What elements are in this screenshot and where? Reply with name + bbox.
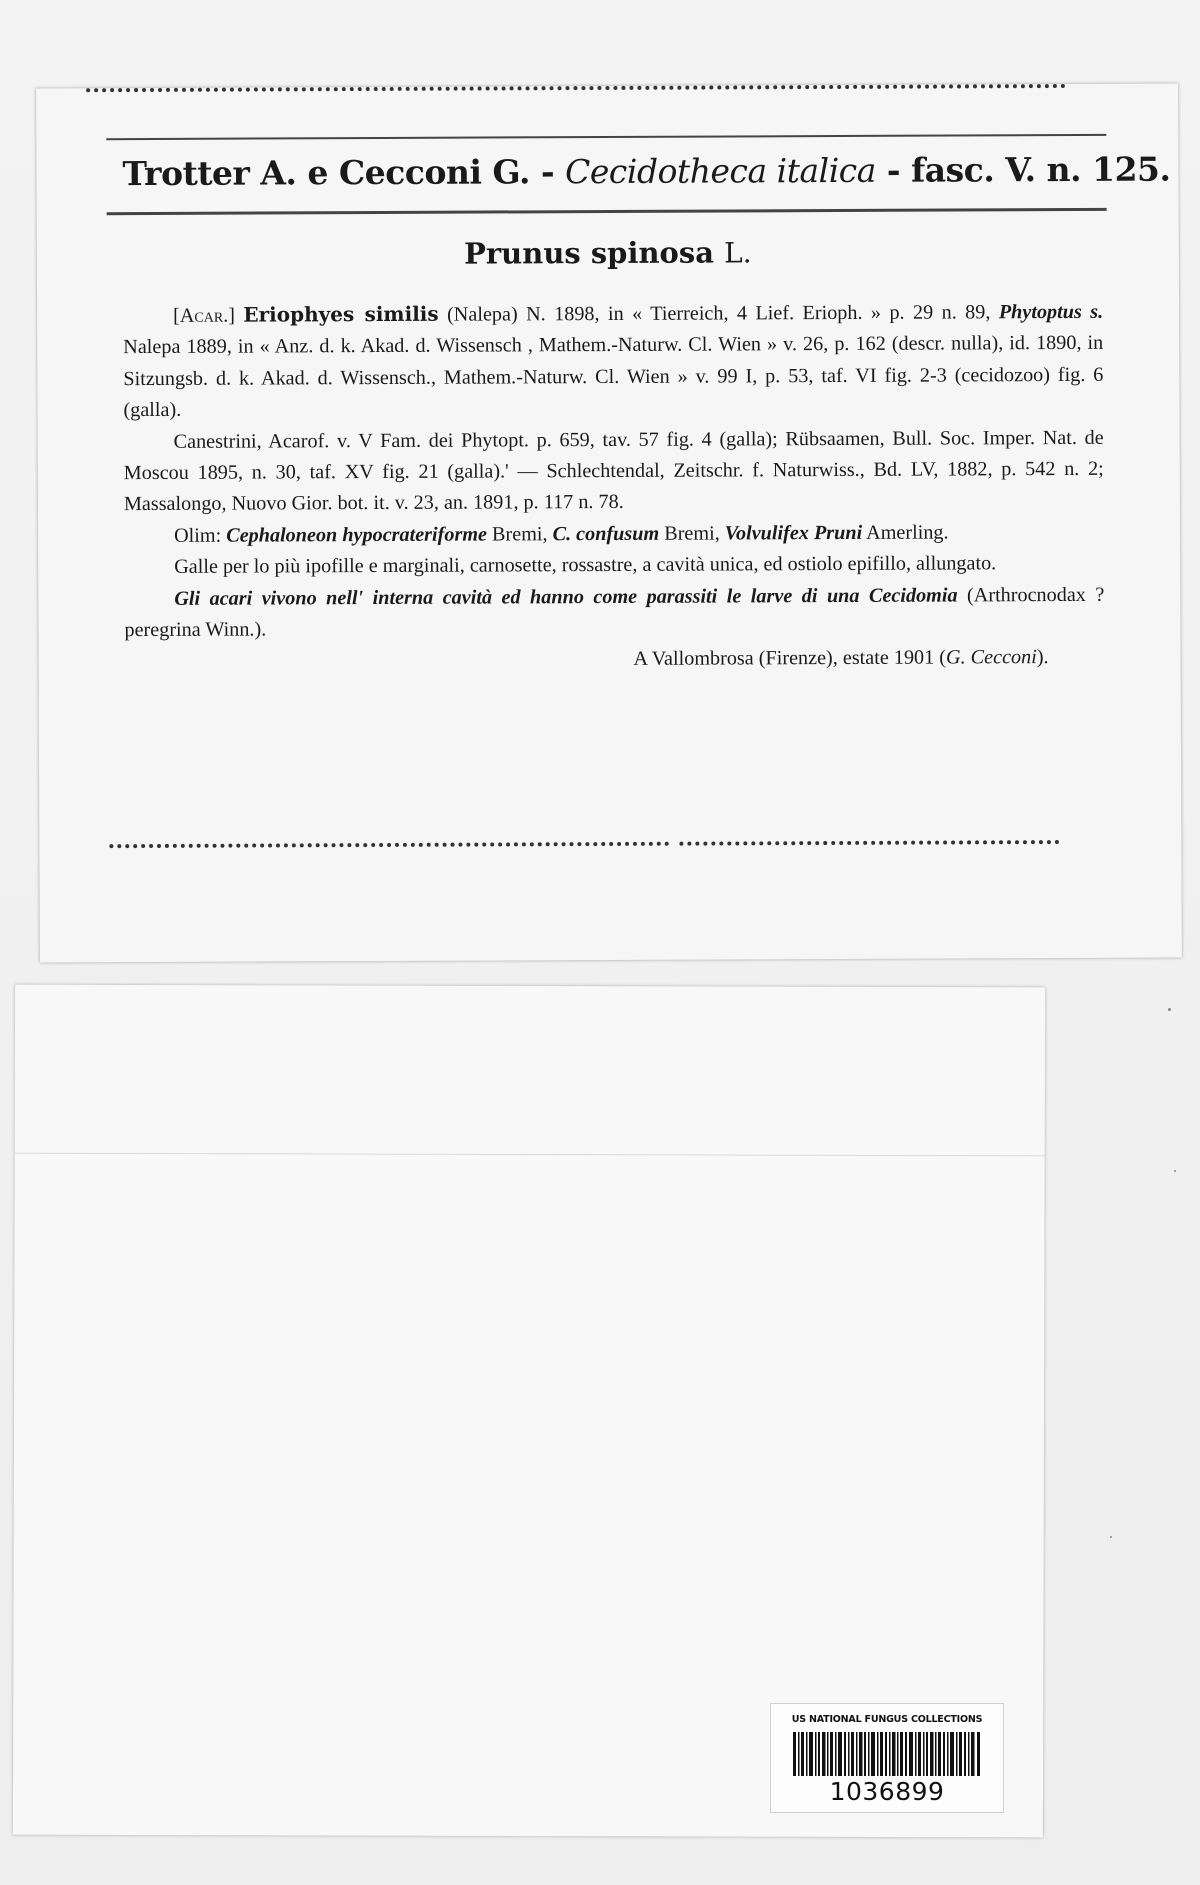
top-dotted-rule [86, 84, 1066, 92]
specimen-label [36, 84, 1182, 963]
locality-end: ). [1036, 646, 1049, 669]
paper-speck [1110, 1536, 1112, 1538]
paragraph-taxon [123, 296, 1104, 427]
taxon-group-tag: [Acar.] [173, 304, 235, 327]
species-name: Prunus spinosa [463, 235, 715, 271]
taxon-citation: (Nalepa) N. 1898, in « Tierreich, 4 Lief. Erioph. » p. 29 n. 89, [447, 301, 991, 326]
barcode-number: 1036899 [829, 1777, 945, 1806]
taxon-name: Eriophyes similis [243, 301, 439, 327]
label-header [122, 149, 1171, 194]
synonym-2: C. confusum [552, 522, 660, 546]
synonym-2-author: Bremi, [664, 522, 720, 545]
paper-speck [1168, 1008, 1171, 1011]
header-series: Cecidotheca italica [565, 150, 876, 192]
taxon-citation-cont: Nalepa 1889, in « Anz. d. k. Akad. d. Wissensch , Mathem.-Naturw. Cl. Wien » v. 26, p. 162 (descr. nulla), id. 1890, in Sitzungsb. d. k. Akad. d. Wissensch., Mathem.-Naturw. Cl. Wien » v. 99 I, p. 53, taf. VI fig. 2-3 (cecidozoo) fig. 6 (galla). [123, 332, 1104, 422]
header-top-rule [106, 134, 1106, 140]
synonym-1-author: Bremi, [491, 523, 548, 546]
collector-name: G. Cecconi [945, 646, 1037, 669]
barcode-icon [793, 1732, 981, 1776]
synonym-name: Phytoptus s. [998, 300, 1104, 324]
header-separator: - [529, 152, 566, 192]
locality-line [125, 642, 1105, 678]
bottom-dotted-rule-left [109, 842, 669, 848]
olim-label: Olim: [174, 524, 222, 547]
label-body [123, 296, 1105, 678]
synonym-3-author: Amerling. [866, 521, 949, 544]
header-authors: Trotter A. e Cecconi G. [122, 152, 531, 194]
paragraph-synonyms [124, 517, 1104, 553]
paper-speck [1174, 1170, 1176, 1172]
packet-flap-fold [15, 1153, 1045, 1157]
header-separator: - [875, 150, 912, 190]
barcode-sticker [770, 1703, 1004, 1813]
paragraph-references: Canestrini, Acarof. v. V Fam. dei Phytopt. p. 659, tav. 57 fig. 4 (galla); Rübsaamen, Bull. Soc. Imper. Nat. de Moscou 1895, n. 30, taf. XV fig. 21 (galla).' — Schlechtendal, Zeitschr. f. Naturwiss., Bd. LV, 1882, p. 542 n. 2; Massalongo, Nuovo Gior. bot. it. v. 23, an. 1891, p. 117 n. 78. [123, 426, 1104, 516]
synonym-3: Volvulifex Pruni [724, 521, 863, 545]
synonym-1: Cephaloneon hypocrateriforme [226, 523, 488, 547]
species-title [37, 234, 1179, 273]
header-bottom-rule [107, 208, 1107, 215]
notes-italic: Gli acari vivono nell' interna cavità ed hanno come parassiti le larve di una Cecidomia [174, 584, 958, 610]
paragraph-description: Galle per lo più ipofille e marginali, carnosette, rossastre, a cavità unica, ed ostiolo epifillo, allungato. [174, 552, 997, 579]
notes-rest: (Arthrocnodax ? peregrina Winn.). [124, 583, 1105, 642]
species-author: L. [724, 236, 752, 270]
header-fascicle: fasc. V. n. 125. [910, 149, 1171, 190]
bottom-dotted-rule-right [679, 840, 1059, 846]
locality-text: A Vallombrosa (Firenze), estate 1901 ( [633, 646, 947, 671]
barcode-institution: US NATIONAL FUNGUS COLLECTIONS [791, 1714, 983, 1725]
paragraph-notes [124, 579, 1104, 646]
